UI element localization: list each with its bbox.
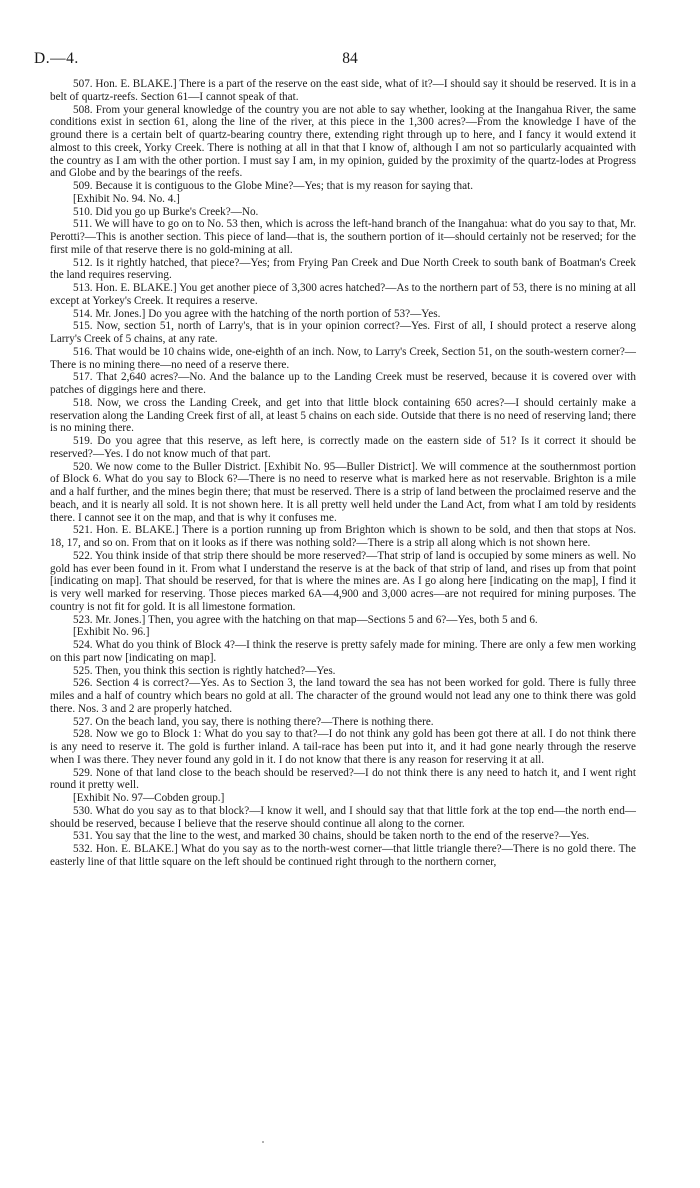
paragraph-521: 521. Hon. E. BLAKE.] There is a portion running up from Brighton which is shown to be sold, and then that stops at Nos. 18, 17, and so on. From that on it looks as if there was nothing sold?—There is a strip all along which is not shown here. xyxy=(50,524,636,549)
paragraph-526: 526. Section 4 is correct?—Yes. As to Section 3, the land toward the sea has not been worked for gold. There is fully three miles and a half of country which bears no gold at all. The character of the ground would not lead any one to think there was gold there. Nos. 3 and 2 are properly hatched. xyxy=(50,677,636,715)
paragraph-523: 523. Mr. Jones.] Then, you agree with the hatching on that map—Sections 5 and 6?—Yes, both 5 and 6. xyxy=(73,613,538,626)
paragraph-508: 508. From your general knowledge of the country you are not able to say whether, looking at the Inangahua River, the same conditions exist in section 61, along the line of the river, at this piece in the 1,300 acres?—From the knowledge I have of the ground there is a certain belt of quartz-bearing country there, extending right through up to here, and I fancy it would extend it almost to this creek, Yorky Creek. There is nothing at all in that that I know of, although I am not so particularly acquainted with the country as I am with the other portion. I must say I am, in my opinion, guided by the proximity of the quartz-lodes at Progress and Globe and by the bearings of the reefs. xyxy=(50,103,636,180)
exhibit-note-96: [Exhibit No. 96.] xyxy=(73,626,150,639)
exhibit-note-97: [Exhibit No. 97—Cobden group.] xyxy=(73,792,225,804)
paragraph-514: 514. Mr. Jones.] Do you agree with the hatching of the north portion of 53?—Yes. xyxy=(73,307,441,320)
evidence-transcript xyxy=(50,78,636,869)
paragraph-522: 522. You think inside of that strip there should be more reserved?—That strip of land is occupied by some miners as well. No gold has ever been found in it. From what I understand the reserve is at the back of that strip of land, and rises up from that point [indicating on map]. That should be reserved, for that is where the mines are. As I go along here [indicating on the map], I find it is very well marked for reserving. Those pieces marked 6A—4,900 and 3,000 acres—are not required for mining purposes. The country is not fit for gold. It is all limestone formation. xyxy=(50,549,636,613)
page-header xyxy=(34,50,666,72)
paragraph-525: 525. Then, you think this section is rightly hatched?—Yes. xyxy=(73,664,336,677)
page-end-dot xyxy=(262,1141,264,1143)
paragraph-512: 512. Is it rightly hatched, that piece?—Yes; from Frying Pan Creek and Due North Creek to south bank of Boatman's Creek the land requires reserving. xyxy=(50,256,636,282)
paragraph-513: 513. Hon. E. BLAKE.] You get another piece of 3,300 acres hatched?—As to the northern part of 53, there is no mining at all except at Yorkey's Creek. It requires a reserve. xyxy=(50,282,636,307)
paragraph-507: 507. Hon. E. BLAKE.] There is a part of the reserve on the east side, what of it?—I should say it should be reserved. It is in a belt of quartz-reefs. Section 61—I cannot speak of that. xyxy=(50,78,636,103)
paragraph-520: 520. We now come to the Buller District. [Exhibit No. 95—Buller District]. We will commence at the southernmost portion of Block 6. What do you say to Block 6?—There is no need to reserve what is marked here as not reservable. Brighton is a mile and a half further, and the mines begin there; that must be reserved. There is a strip of land between the proclaimed reserve and the beach, and it is nearly all sold. It is not shown here. It is all pretty well held under the Land Act, from what I am told by residents there. I cannot see it on the map, and that is why it confuses me. xyxy=(50,460,636,524)
paragraph-530: 530. What do you say as to that block?—I know it well, and I should say that that little fork at the top end—the north end—should be reserved, because I believe that the reserve should continue all along to the corner. xyxy=(50,804,636,830)
paragraph-531: 531. You say that the line to the west, and marked 30 chains, should be taken north to the end of the reserve?—Yes. xyxy=(73,830,590,843)
paragraph-515: 515. Now, section 51, north of Larry's, that is in your opinion correct?—Yes. First of all, I should protect a reserve along Larry's Creek of 5 chains, at any rate. xyxy=(50,320,636,345)
paragraph-519: 519. Do you agree that this reserve, as left here, is correctly made on the eastern side of 51? Is it correct it should be reserved?—Yes. I do not know much of that part. xyxy=(50,435,636,460)
paragraph-532: 532. Hon. E. BLAKE.] What do you say as to the north-west corner—that little triangle there?—There is no gold there. The easterly line of that little square on the left should be continued right through to the northern corner, xyxy=(50,843,636,868)
paragraph-517: 517. That 2,640 acres?—No. And the balance up to the Landing Creek must be reserved, because it is covered over with patches of diggings here and there. xyxy=(50,371,636,396)
paragraph-528: 528. Now we go to Block 1: What do you say to that?—I do not think any gold has been got there at all. I do not think there is any need to reserve it. The gold is further inland. A tail-race has been put into it, and it had gone nearly through the reserve when I was there. They never found any gold in it. I do not know that there is any reason for reserving it at all. xyxy=(50,728,636,766)
paragraph-509: 509. Because it is contiguous to the Globe Mine?—Yes; that is my reason for saying that. xyxy=(73,180,474,192)
document-reference: D.—4. xyxy=(34,50,79,67)
paragraph-510: 510. Did you go up Burke's Creek?—No. xyxy=(73,205,259,218)
paragraph-511: 511. We will have to go on to No. 53 then, which is across the left-hand branch of the Inangahua: what do you say to that, Mr. Perotti?—This is another section. This piece of land—that is, the southern portion of it—should certainly not be reserved; for the first mile of that reserve there is no gold-mining at all. xyxy=(50,218,637,256)
page-number: 84 xyxy=(342,50,358,67)
paragraph-516: 516. That would be 10 chains wide, one-eighth of an inch. Now, to Larry's Creek, Section 51, on the south-western corner?—There is no mining there—no need of a reserve there. xyxy=(50,345,636,371)
paragraph-524: 524. What do you think of Block 4?—I think the reserve is pretty safely made for mining. There are only a few men working on this part now [indicating on map]. xyxy=(50,639,636,664)
paragraph-518: 518. Now, we cross the Landing Creek, and get into that little block containing 650 acres?—I should certainly make a reservation along the Landing Creek first of all, at least 5 chains on each side. Outside that there is no need of reserving land; there is no mining there. xyxy=(50,396,636,435)
paragraph-529: 529. None of that land close to the beach should be reserved?—I do not think there is any need to hatch it, and I went right round it pretty well. xyxy=(50,766,636,792)
paragraph-527: 527. On the beach land, you say, there is nothing there?—There is nothing there. xyxy=(73,715,434,728)
exhibit-note-94: [Exhibit No. 94. No. 4.] xyxy=(73,192,180,205)
